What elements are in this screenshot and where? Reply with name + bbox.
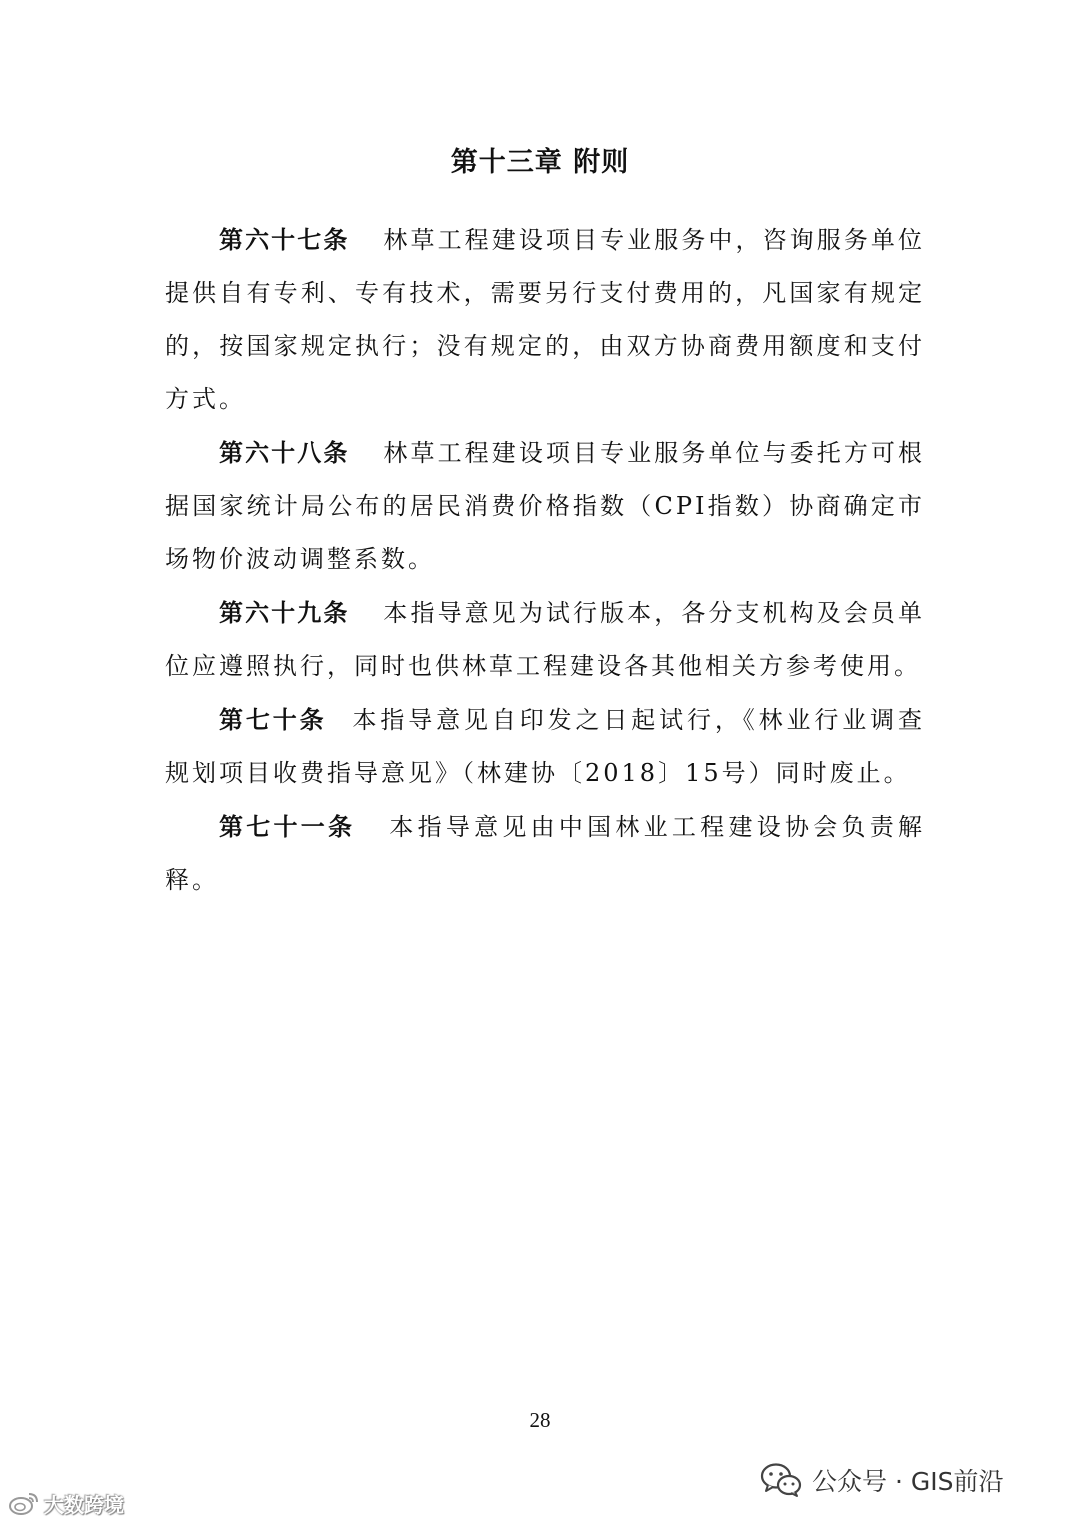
page-title: 第十三章 附则 [450, 147, 630, 178]
article-text: 本指导意见自印发之日起试行，《林业行业调查规划项目收费指导意见》（林建协〔2018〕15号）同时废止。 [165, 706, 925, 787]
article-70 [165, 693, 925, 800]
article-number: 第六十七条 [219, 225, 350, 254]
article-number: 第六十九条 [219, 598, 350, 627]
wechat-icon [760, 1462, 802, 1498]
article-text: 本指导意见由中国林业工程建设协会负责解释。 [165, 813, 926, 894]
article-list [165, 213, 925, 907]
article-text: 林草工程建设项目专业服务单位与委托方可根据国家统计局公布的居民消费价格指数（CPI指数）协商确定市场物价波动调整系数。 [165, 439, 926, 573]
article-text: 林草工程建设项目专业服务中，咨询服务单位提供自有专利、专有技术，需要另行支付费用的，凡国家有规定的，按国家规定执行；没有规定的，由双方协商费用额度和支付方式。 [165, 226, 926, 413]
weibo-watermark [8, 1488, 124, 1518]
article-number: 第六十八条 [219, 438, 350, 467]
wechat-watermark-text: 公众号 · GIS前沿 [812, 1467, 1004, 1496]
wechat-watermark [760, 1462, 1003, 1498]
article-number: 第七十条 [219, 705, 327, 734]
article-71 [165, 800, 925, 907]
page-number: 28 [529, 1408, 551, 1432]
article-text: 本指导意见为试行版本，各分支机构及会员单位应遵照执行，同时也供林草工程建设各其他相关方参考使用。 [165, 599, 926, 680]
article-number: 第七十一条 [219, 812, 356, 841]
weibo-icon [8, 1490, 40, 1516]
article-68 [165, 426, 925, 586]
article-69 [165, 586, 925, 693]
weibo-watermark-text: 大数跨境 [44, 1492, 124, 1517]
article-67 [165, 213, 925, 426]
